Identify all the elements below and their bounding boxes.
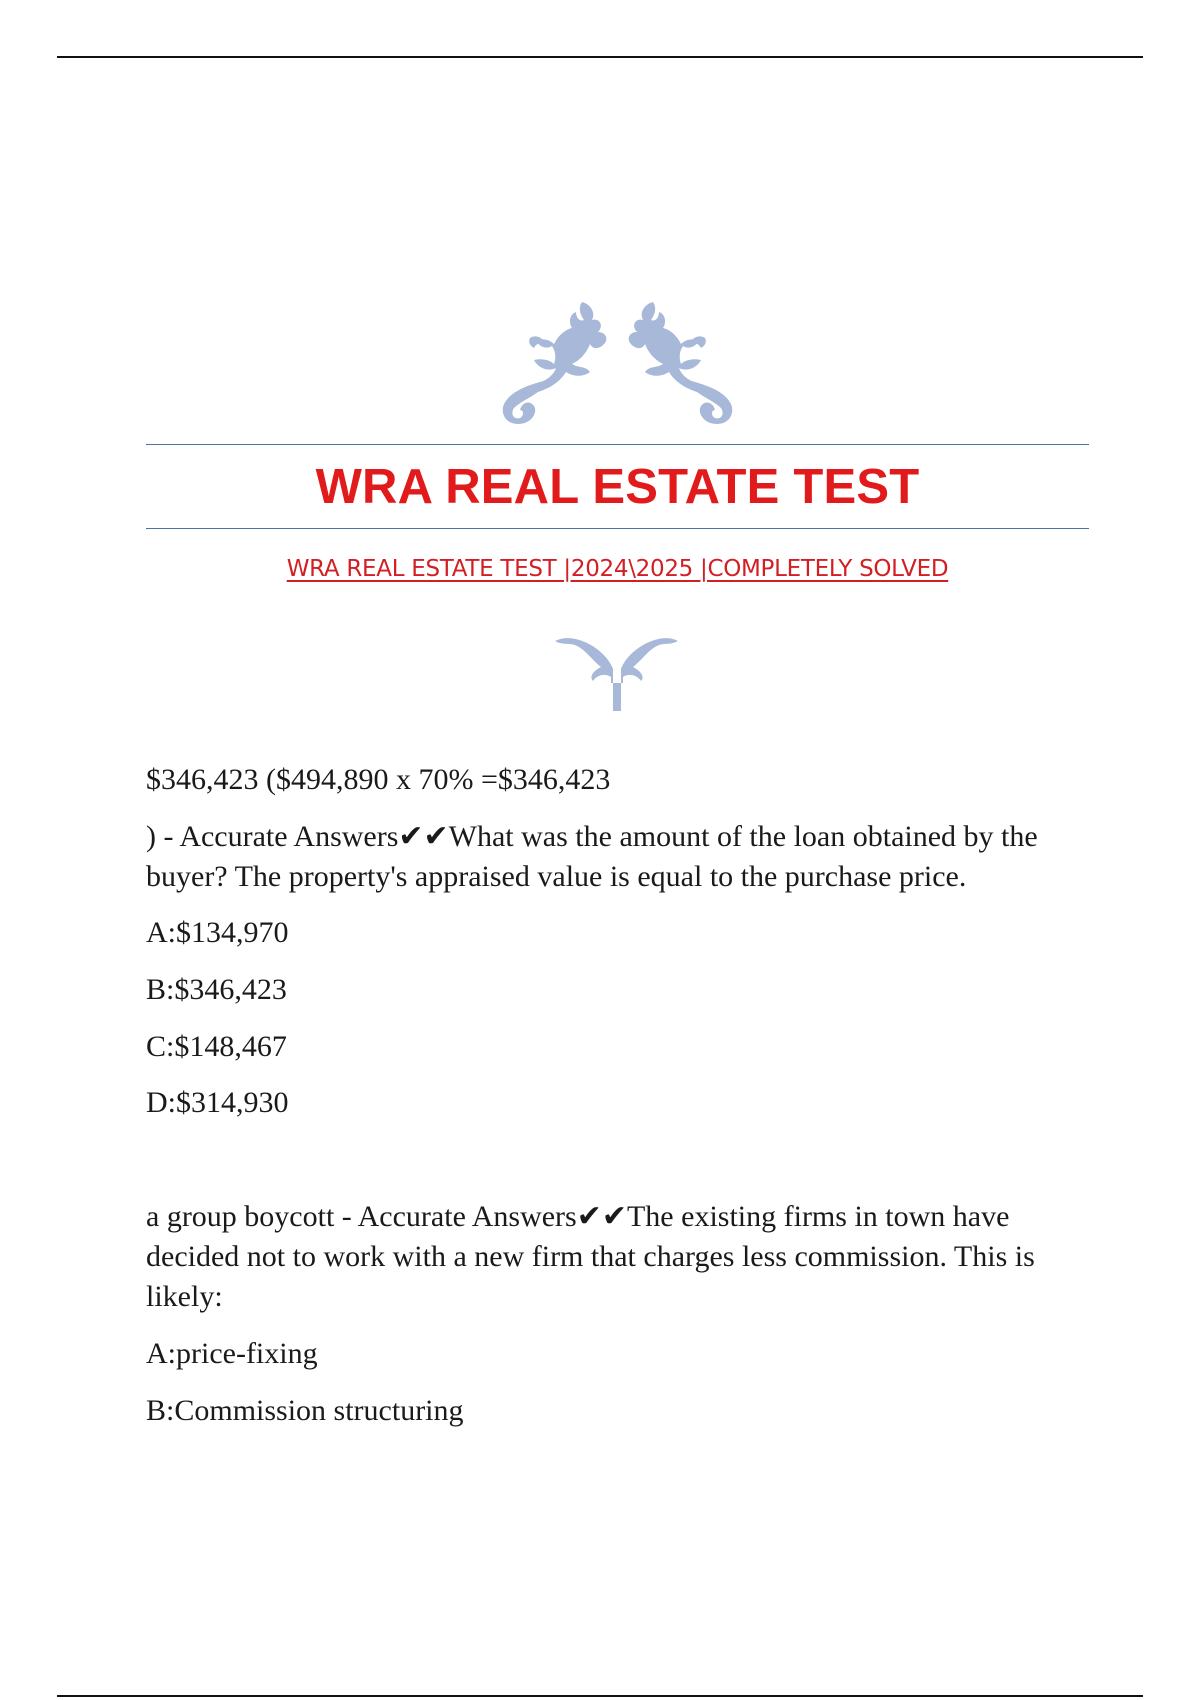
title-rule-bottom: [146, 528, 1089, 529]
floral-flourish-icon: [500, 298, 735, 426]
floral-divider-icon: [553, 633, 680, 713]
answer-option: C:$148,467: [146, 1030, 287, 1063]
title-rule-top: [146, 444, 1089, 445]
answer-option: B:Commission structuring: [146, 1394, 464, 1427]
answer-option: A:$134,970: [146, 916, 289, 949]
page-top-rule: [57, 56, 1143, 58]
answer-option: A:price-fixing: [146, 1337, 318, 1370]
answer-option: D:$314,930: [146, 1086, 289, 1119]
answer-lead: $346,423 ($494,890 x 70% =$346,423: [146, 763, 611, 796]
page-subtitle-link[interactable]: WRA REAL ESTATE TEST |2024\2025 |COMPLETELY SOLVED: [286, 556, 949, 582]
page-bottom-rule: [57, 1695, 1143, 1697]
question-text: a group boycott - Accurate Answers✔✔The existing firms in town have decided not to work with a new firm that charges less commission. This is likely:: [146, 1200, 1035, 1313]
answer-option: B:$346,423: [146, 973, 287, 1006]
page-title: WRA REAL ESTATE TEST: [315, 460, 920, 514]
question-text: ) - Accurate Answers✔✔What was the amount of the loan obtained by the buyer? The property's appraised value is equal to the purchase price.: [146, 820, 1038, 893]
